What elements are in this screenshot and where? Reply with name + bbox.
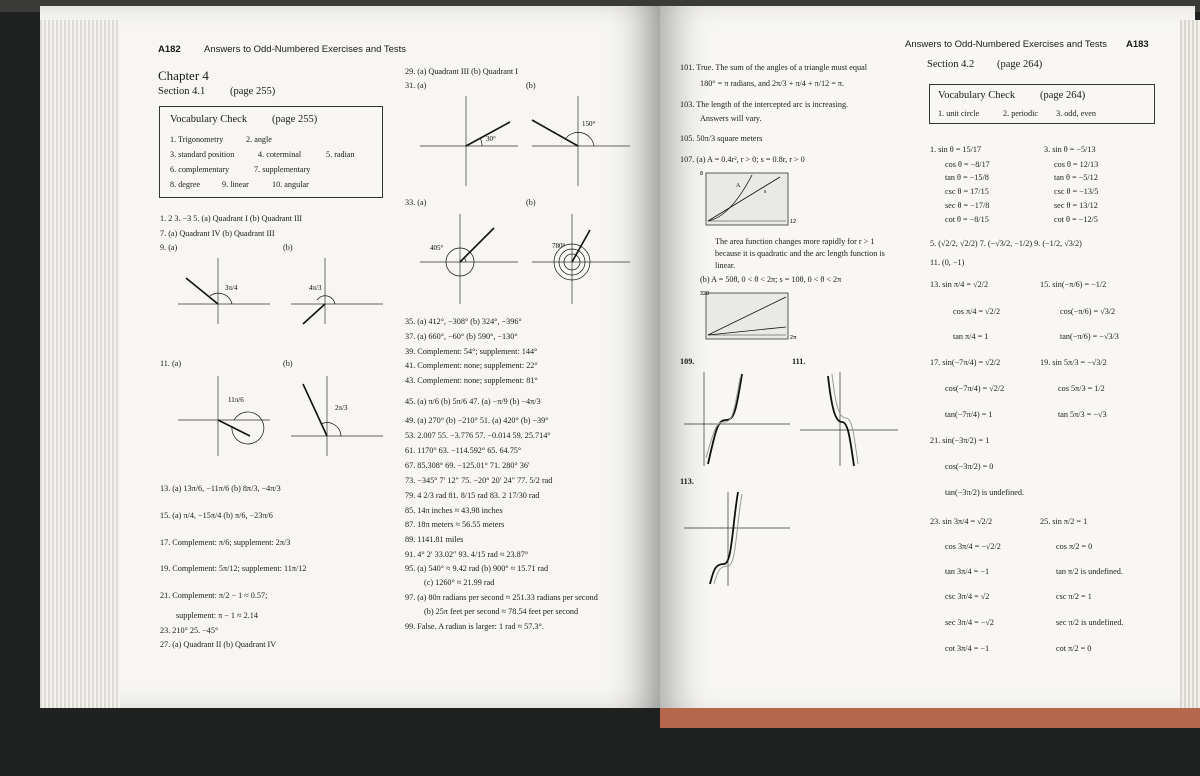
- answer-line: 107. (a) A = 0.4r², r > 0; s = 0.8r, r > 0: [680, 155, 805, 164]
- angle-label: 3π/4: [225, 284, 238, 292]
- chapter-title: Chapter 4: [158, 68, 209, 83]
- answer-line: 27. (a) Quadrant II (b) Quadrant IV: [160, 640, 277, 649]
- answer-line: The area function changes more rapidly for r > 1: [715, 237, 875, 246]
- answer-line: 9. (a): [160, 243, 178, 252]
- angle-label: 2π/3: [335, 404, 348, 412]
- answer-line: 25. sin π/2 = 1: [1040, 517, 1088, 526]
- answer-line: 37. (a) 660°, −60° (b) 590°, −130°: [405, 332, 518, 341]
- answer-line: csc 3π/4 = √2: [945, 592, 990, 601]
- answer-line: (b): [526, 81, 536, 90]
- angle-label: 780°: [552, 242, 566, 250]
- answer-line: cos θ = −8/17: [945, 160, 990, 169]
- answer-line: because it is quadratic and the arc length function is: [715, 249, 885, 258]
- answer-line: 5. (√2/2, √2/2) 7. (−√3/2, −1/2) 9. (−1/2, √3/2): [930, 239, 1082, 248]
- answer-line: 11. (a): [160, 359, 182, 368]
- answer-line: 67. 85.308° 69. −125.01° 71. 280° 36′: [405, 461, 530, 470]
- answer-line: 43. Complement: none; supplement: 81°: [405, 376, 538, 385]
- vocab-item: 2. angle: [246, 135, 272, 144]
- vocab-item: 3. standard position: [170, 150, 235, 159]
- answer-line: 105. 50π/3 square meters: [680, 134, 763, 143]
- answer-line: 103. The length of the intercepted arc is increasing.: [680, 100, 849, 109]
- vocab-item: 8. degree: [170, 180, 201, 189]
- figure-9a: [170, 252, 275, 327]
- vocab-item: 2. periodic: [1003, 109, 1039, 118]
- answer-line: 89. 1141.81 miles: [405, 535, 464, 544]
- figure-111: [798, 368, 902, 468]
- answer-line: 33. (a): [405, 198, 427, 207]
- answer-line: 15. (a) π/4, −15π/4 (b) π/6, −23π/6: [160, 511, 273, 520]
- answer-line: 17. sin(−7π/4) = √2/2: [930, 358, 1001, 367]
- answer-line: cos(−7π/4) = √2/2: [945, 384, 1005, 393]
- answer-line: 3. sin θ = −5/13: [1044, 145, 1096, 154]
- answer-line: cot π/2 = 0: [1056, 644, 1092, 653]
- answer-line: tan(−3π/2) is undefined.: [945, 488, 1025, 497]
- vocab-item: 6. complementary: [170, 165, 230, 174]
- answer-line: tan(−7π/4) = 1: [945, 410, 993, 419]
- answer-line: 11. (0, −1): [930, 258, 965, 267]
- answer-line: 19. sin 5π/3 = −√3/2: [1040, 358, 1107, 367]
- answer-line: 1. 2 3. −3 5. (a) Quadrant I (b) Quadrant III: [160, 214, 303, 223]
- vocab-title-4-2: Vocabulary Check: [938, 90, 1016, 101]
- answer-line: 97. (a) 80π radians per second ≈ 251.33 radians per second: [405, 593, 598, 602]
- graph-label: A: [736, 183, 741, 189]
- left-page-edges: [40, 20, 120, 708]
- figure-109: [680, 368, 792, 468]
- answer-line: tan π/4 = 1: [953, 332, 989, 341]
- answer-line: 7. (a) Quadrant IV (b) Quadrant III: [160, 229, 275, 238]
- answer-line: 113.: [680, 477, 694, 486]
- angle-label: 4π/3: [309, 284, 322, 292]
- answer-line: 1. sin θ = 15/17: [930, 145, 982, 154]
- book-cover-edge: [660, 708, 1200, 728]
- answer-line: 13. (a) 13π/6, −11π/6 (b) 8π/3, −4π/3: [160, 484, 281, 493]
- answer-line: cos(−π/6) = √3/2: [1060, 307, 1116, 316]
- answer-line: tan(−π/6) = −√3/3: [1060, 332, 1119, 341]
- answer-line: 21. sin(−3π/2) = 1: [930, 436, 990, 445]
- answer-line: tan θ = −5/12: [1054, 173, 1098, 182]
- answer-line: 41. Complement: none; supplement: 22°: [405, 361, 538, 370]
- answer-line: 61. 1170° 63. −114.592° 65. 64.75°: [405, 446, 522, 455]
- answer-line: cos π/2 = 0: [1056, 542, 1093, 551]
- vocab-item: 10. angular: [272, 180, 309, 189]
- answer-line: (b) A = 50θ, 0 < θ < 2π; s = 10θ, 0 < θ < 2π: [700, 275, 842, 284]
- answer-line: cos π/4 = √2/2: [953, 307, 1001, 316]
- vocab-page-4-1: (page 255): [272, 114, 318, 125]
- section-page-4-1: (page 255): [230, 86, 276, 97]
- figure-11b: [283, 370, 388, 460]
- answer-line: 109.: [680, 357, 695, 366]
- graph-label: 320: [700, 291, 710, 297]
- vocab-item: 3. odd, even: [1056, 109, 1097, 118]
- answer-line: csc θ = −13/5: [1054, 187, 1099, 196]
- figure-113: [680, 488, 792, 588]
- answer-line: 91. 4° 2′ 33.02″ 93. 4/15 rad ≈ 23.87°: [405, 550, 529, 559]
- section-page-4-2: (page 264): [997, 59, 1043, 70]
- vocab-page-4-2: (page 264): [1040, 90, 1086, 101]
- answer-line: (c) 1260° ≈ 21.99 rad: [424, 578, 495, 587]
- vocab-item: 7. supplementary: [254, 165, 311, 174]
- answer-line: 23. 210° 25. −45°: [160, 626, 219, 635]
- answer-line: 180° = π radians, and 2π/3 + π/4 + π/12 = π.: [700, 79, 845, 88]
- figure-11a: [170, 370, 275, 460]
- answer-line: 15. sin(−π/6) = −1/2: [1040, 280, 1107, 289]
- answer-line: 21. Complement: π/2 − 1 ≈ 0.57;: [160, 591, 268, 600]
- graph-label: 2π: [790, 335, 797, 341]
- answer-line: cos θ = 12/13: [1054, 160, 1099, 169]
- answer-line: sec π/2 is undefined.: [1056, 618, 1124, 627]
- section-title-4-1: Section 4.1: [158, 86, 206, 97]
- vocab-title-4-1: Vocabulary Check: [170, 114, 248, 125]
- vocab-item: 9. linear: [222, 180, 249, 189]
- answer-line: tan π/2 is undefined.: [1056, 567, 1123, 576]
- vocab-item: 1. Trigonometry: [170, 135, 224, 144]
- answer-line: 87. 18π meters ≈ 56.55 meters: [405, 520, 505, 529]
- angle-label: 11π/6: [228, 396, 244, 404]
- vocab-item: 4. coterminal: [258, 150, 302, 159]
- answer-line: 73. −345° 7′ 12″ 75. −20° 20′ 24″ 77. 5/2 rad: [405, 476, 553, 485]
- answer-line: (b) 25π feet per second ≈ 78.54 feet per second: [424, 607, 579, 616]
- figure-33a: [410, 208, 522, 308]
- angle-label: 150°: [582, 120, 596, 128]
- answer-line: cos(−3π/2) = 0: [945, 462, 994, 471]
- vocab-item: 1. unit circle: [938, 109, 980, 118]
- graph-label: 8: [700, 171, 704, 177]
- answer-line: (b): [526, 198, 536, 207]
- right-page-edges: [1180, 20, 1200, 710]
- answer-line: Answers will vary.: [700, 114, 762, 123]
- answer-line: 111.: [792, 357, 806, 366]
- answer-line: 53. 2.007 55. −3.776 57. −0.014 59. 25.714°: [405, 431, 551, 440]
- answer-line: 29. (a) Quadrant III (b) Quadrant I: [405, 67, 518, 76]
- answer-line: csc π/2 = 1: [1056, 592, 1092, 601]
- figure-31a: [410, 90, 522, 190]
- right-running-head: Answers to Odd-Numbered Exercises and Tests: [905, 39, 1108, 50]
- figure-107a: [700, 165, 804, 233]
- answer-line: 17. Complement: π/6; supplement: 2π/3: [160, 538, 291, 547]
- answer-line: cos 5π/3 = 1/2: [1058, 384, 1105, 393]
- answer-line: 31. (a): [405, 81, 427, 90]
- answer-line: csc θ = 17/15: [945, 187, 989, 196]
- answer-line: cot 3π/4 = −1: [945, 644, 990, 653]
- answer-line: 35. (a) 412°, −308° (b) 324°, −396°: [405, 317, 522, 326]
- answer-line: 23. sin 3π/4 = √2/2: [930, 517, 993, 526]
- answer-line: (b): [283, 359, 293, 368]
- answer-line: 39. Complement: 54°; supplement: 144°: [405, 347, 538, 356]
- answer-line: linear.: [715, 261, 736, 270]
- section-title-4-2: Section 4.2: [927, 59, 975, 70]
- answer-line: tan θ = −15/8: [945, 173, 989, 182]
- answer-line: 49. (a) 270° (b) −210° 51. (a) 420° (b) −39°: [405, 416, 549, 425]
- figure-31b: [522, 90, 634, 190]
- answer-line: tan 5π/3 = −√3: [1058, 410, 1107, 419]
- left-running-head: Answers to Odd-Numbered Exercises and Tests: [204, 44, 407, 55]
- answer-line: sec θ = 13/12: [1054, 201, 1098, 210]
- right-page-number: A183: [1126, 39, 1149, 50]
- answer-line: (b): [283, 243, 293, 252]
- answer-line: sec 3π/4 = −√2: [945, 618, 995, 627]
- answer-line: cos 3π/4 = −√2/2: [945, 542, 1001, 551]
- answer-line: sec θ = −17/8: [945, 201, 990, 210]
- answer-line: 19. Complement: 5π/12; supplement: 11π/12: [160, 564, 307, 573]
- answer-line: 79. 4 2/3 rad 81. 8/15 rad 83. 2 17/30 rad: [405, 491, 540, 500]
- angle-label: 405°: [430, 244, 444, 252]
- answer-line: 95. (a) 540° ≈ 9.42 rad (b) 900° ≈ 15.71 rad: [405, 564, 549, 573]
- answer-line: tan 3π/4 = −1: [945, 567, 990, 576]
- answer-line: cot θ = −12/5: [1054, 215, 1098, 224]
- answer-line: cot θ = −8/15: [945, 215, 989, 224]
- graph-label: s: [764, 189, 767, 195]
- answer-line: 85. 14π inches ≈ 43.98 inches: [405, 506, 503, 515]
- vocab-item: 5. radian: [326, 150, 355, 159]
- angle-label: 30°: [486, 135, 496, 143]
- figure-107b: [700, 285, 804, 345]
- left-page-number: A182: [158, 44, 181, 55]
- graph-label: 12: [790, 219, 797, 225]
- figure-33b: [522, 208, 634, 308]
- answer-line: 99. False. A radian is larger: 1 rad ≈ 57.3°.: [405, 622, 544, 631]
- answer-line: 45. (a) π/6 (b) 5π/6 47. (a) −π/9 (b) −4π/3: [405, 397, 541, 406]
- answer-line: supplement: π − 1 ≈ 2.14: [176, 611, 258, 620]
- answer-line: 13. sin π/4 = √2/2: [930, 280, 989, 289]
- figure-9b: [283, 252, 388, 327]
- answer-line: 101. True. The sum of the angles of a triangle must equal: [680, 63, 867, 72]
